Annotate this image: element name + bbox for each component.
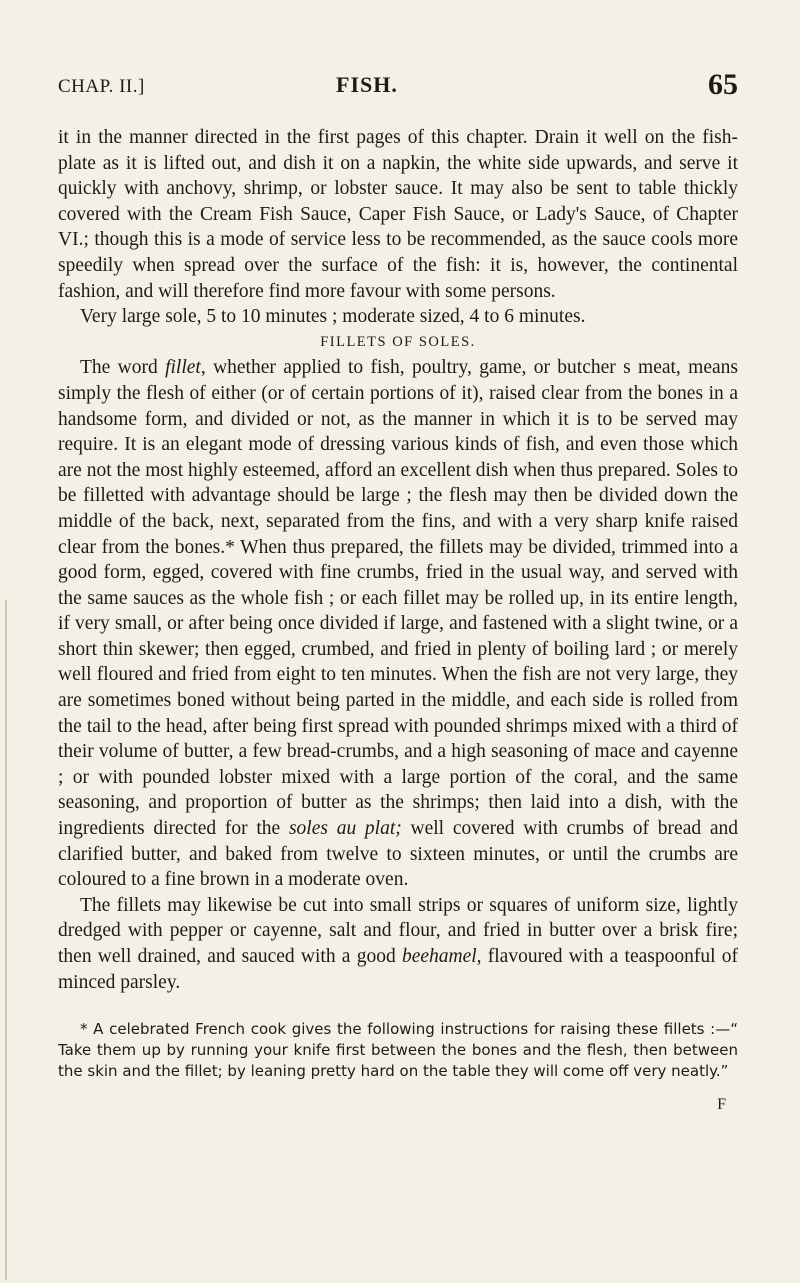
- footnote: [58, 1019, 738, 1082]
- text-run: The word: [80, 357, 166, 379]
- paragraph-continuation: it in the manner directed in the first pages of this chapter. Drain it well on the fish-plate as it is lifted out, and dish it on a napkin, the white side upwards, and serve it quickly with anchovy, shrimp, or lobster sauce. It may also be sent to table thickly covered with the Cream Fish Sauce, Caper Fish Sauce, or Lady's Sauce, of Chapter VI.; though this is a mode of service less to be recommended, as the sauce cools more speedily when spread over the surface of the fish: it is, however, the continental fashion, and will therefore find more favour with some persons.: [58, 127, 738, 302]
- section-heading: FILLETS OF SOLES.: [320, 333, 476, 350]
- footnote-text: * A celebrated French cook gives the following instructions for raising these fillets :—“ Take them up by running your knife first between the bones and the flesh, then between the skin and the fillet; by leaning pretty hard on the table they will come off very neatly.”: [58, 1020, 738, 1081]
- signature-mark: F: [717, 1096, 726, 1114]
- text-run: , whether applied to fish, poultry, game, or butcher s meat, means simply the flesh of either (or of certain portions of it), raised clear from the bones in a handsome form, and divided or not, as the manner in which it is to be served may require. It is an elegant mode of dressing various kinds of fish, and even those which are not the most highly esteemed, afford an excellent dish when thus prepared. Soles to be filletted with advantage should be large ; the flesh may then be divided down the middle of the back, next, separated from the fins, and with a very sharp knife raised clear from the bones.* When thus prepared, the fillets may be divided, trimmed into a good form, egged, covered with fine crumbs, fried in the usual way, and served with the same sauces as the whole fish ; or each fillet may be rolled up, in its entire length, if very small, or after being once divided if large, and fastened with a slight twine, or a short thin skewer; then egged, crumbed, and fried in plenty of boiling lard ; or merely well floured and fried from eight to ten minutes. When the fish are not very large, they are sometimes boned without being parted in the middle, and each side is rolled from the tail to the head, after being first spread with pounded shrimps mixed with a third of their volume of butter, a few bread-crumbs, and a high seasoning of mace and cayenne ; or with pounded lobster mixed with a large portion of the coral, and the same seasoning, and proportion of butter as the shrimps; then laid into a dish, with the ingredients directed for the: [58, 357, 738, 840]
- page-body: [58, 125, 738, 1118]
- chapter-label: CHAP. II.]: [58, 76, 145, 97]
- italic-term: soles au plat;: [288, 818, 402, 840]
- italic-term: fillet: [165, 357, 201, 379]
- running-title: FISH.: [336, 72, 398, 97]
- paragraph-fillets: [58, 355, 738, 892]
- text-run: The fillets may likewise be cut into small strips or squares of uniform size, lightly dredged with pepper or cayenne, salt and flour, and fried in butter over a brisk fire; then well drained, and sauced with a good: [58, 894, 738, 967]
- running-header: [58, 68, 738, 108]
- italic-term: beehamel: [401, 946, 477, 967]
- paragraph-timing: Very large sole, 5 to 10 minutes ; moderate sized, 4 to 6 minutes.: [80, 306, 586, 328]
- text-run: , flavoured with a teaspoonful of minced parsley.: [58, 946, 738, 993]
- text-run: well covered with crumbs of bread and clarified butter, and baked from twelve to sixteen minutes, or until the crumbs are coloured to a fine brown in a moderate oven.: [58, 818, 738, 891]
- page-number: 65: [708, 68, 738, 101]
- paragraph-strips: [58, 893, 738, 995]
- page-edge-shadow: [5, 600, 7, 1280]
